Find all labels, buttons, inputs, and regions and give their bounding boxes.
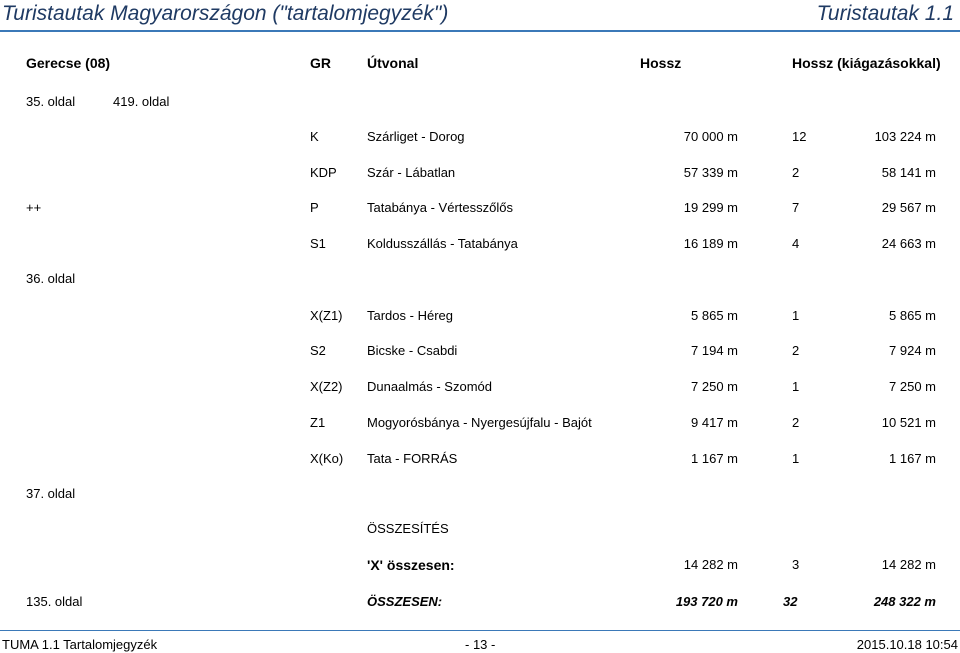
route-total: 58 141 m [881,165,936,180]
route-length: 7 194 m [691,343,738,358]
branch-count: 1 [792,308,800,323]
route-mark: KDP [310,165,337,180]
route-length: 57 339 m [683,165,738,180]
branch-count: 2 [792,343,800,358]
route-length: 16 189 m [683,236,738,251]
document-header [0,0,960,32]
footer-left: TUMA 1.1 Tartalomjegyzék [2,637,158,652]
route-total: 10 521 m [881,415,936,430]
grand-total-length: 193 720 m [675,594,738,609]
page-number: - 13 - [465,637,496,652]
route-name: Tardos - Héreg [367,308,453,323]
length-column-header: Hossz [640,55,682,71]
grand-total-count: 32 [783,594,798,609]
route-total: 5 865 m [889,308,936,323]
branch-count: 1 [792,451,800,466]
route-name: Bicske - Csabdi [367,343,458,358]
branch-count: 12 [792,129,807,144]
route-length: 19 299 m [683,200,738,215]
route-total: 29 567 m [881,200,936,215]
branch-count: 1 [792,379,800,394]
route-length: 7 250 m [691,379,738,394]
route-name: Szár - Lábatlan [367,165,456,180]
page-ref: 35. oldal [26,94,76,109]
document-version: Turistautak 1.1 [816,2,954,25]
x-total-sum: 14 282 m [881,557,936,572]
route-total: 24 663 m [881,236,936,251]
x-total-label: 'X' összesen: [367,557,455,573]
route-mark: Z1 [310,415,326,430]
summary-heading: ÖSSZESÍTÉS [367,521,449,536]
branch-count: 2 [792,165,800,180]
branch-count: 4 [792,236,800,251]
route-mark: X(Z2) [310,379,343,394]
page-ref: 37. oldal [26,486,76,501]
page-ref: 36. oldal [26,271,76,286]
route-column-header: Útvonal [367,55,419,71]
route-name: Dunaalmás - Szomód [367,379,492,394]
page-ref: 419. oldal [113,94,170,109]
route-name: Koldusszállás - Tatabánya [367,236,518,251]
route-mark: P [310,200,319,215]
route-total: 103 224 m [874,129,936,144]
route-mark: K [310,129,319,144]
route-total: 7 924 m [889,343,936,358]
length-branches-column-header: Hossz (kiágazásokkal) [792,55,941,71]
branch-count: 2 [792,415,800,430]
route-mark: X(Ko) [310,451,344,466]
grand-total-sum: 248 322 m [873,594,936,609]
region-heading: Gerecse (08) [26,55,111,71]
page-ref: 135. oldal [26,594,83,609]
route-mark: X(Z1) [310,308,343,323]
route-mark: S1 [310,236,326,251]
route-name: Szárliget - Dorog [367,129,465,144]
route-name: Tata - FORRÁS [367,451,458,466]
route-total: 1 167 m [889,451,936,466]
document-title: Turistautak Magyarországon ("tartalomjegyzék") [2,2,449,25]
gr-column-header: GR [310,55,331,71]
route-name: Tatabánya - Vértesszőlős [367,200,513,215]
route-length: 1 167 m [691,451,738,466]
grand-total-label: ÖSSZESEN: [367,594,443,609]
route-name: Mogyorósbánya - Nyergesújfalu - Bajót [367,415,592,430]
gr-mark: ++ [26,200,42,215]
route-length: 9 417 m [691,415,738,430]
footer-timestamp: 2015.10.18 10:54 [856,637,958,652]
document-footer [0,630,960,652]
route-length: 5 865 m [691,308,738,323]
branch-count: 7 [792,200,800,215]
route-total: 7 250 m [889,379,936,394]
x-total-length: 14 282 m [683,557,738,572]
route-mark: S2 [310,343,326,358]
x-total-count: 3 [792,557,800,572]
route-length: 70 000 m [683,129,738,144]
